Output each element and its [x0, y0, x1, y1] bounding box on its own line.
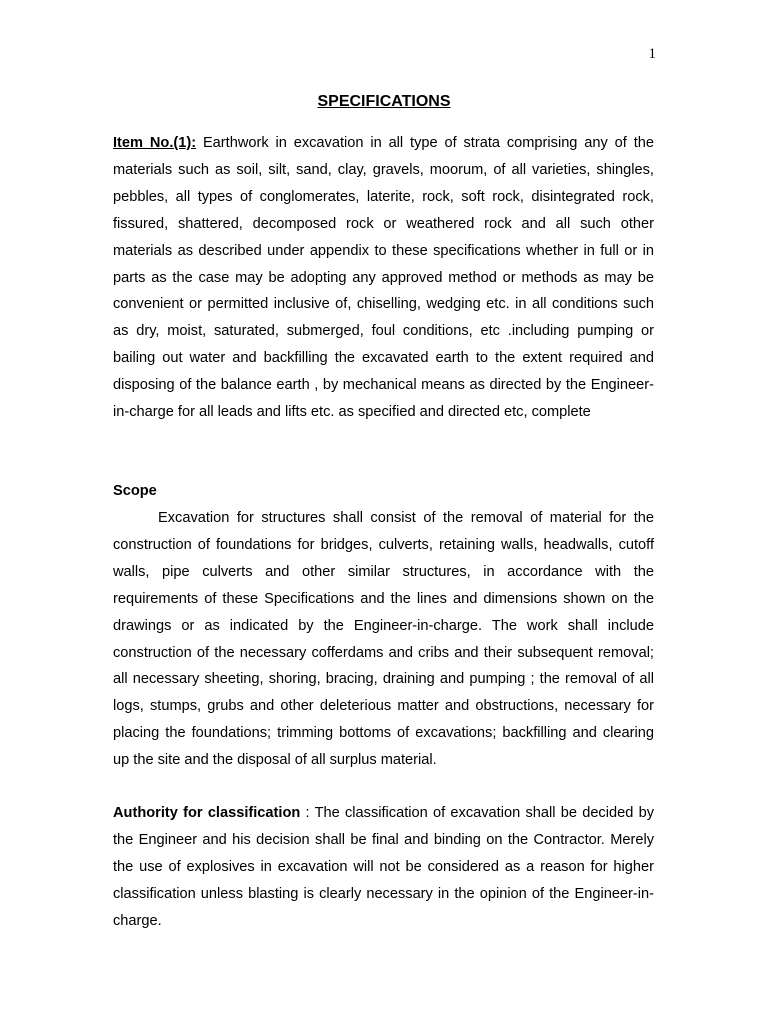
- authority-paragraph: [113, 800, 654, 935]
- item-text: Earthwork in excavation in all type of strata comprising any of the materials such as soil, silt, sand, clay, gravels, moorum, of all varieties, shingles, pebbles, all types of conglomerates, laterite, rock, soft rock, disintegrated rock, fissured, shattered, decomposed rock or weathered rock and all such other materials as described under appendix to these specifications whether in full or in parts as the case may be adopting any approved method or methods as may be convenient or permitted inclusive of, chiselling, wedging etc. in all conditions such as dry, moist, saturated, submerged, foul conditions, etc .including pumping or bailing out water and backfilling the excavated earth to the extent required and disposing of the balance earth , by mechanical means as directed by the Engineer-in-charge for all leads and lifts etc. as specified and directed etc, complete: [113, 135, 654, 421]
- page-number: 1: [648, 46, 656, 62]
- item-paragraph: [113, 130, 654, 426]
- scope-paragraph: Excavation for structures shall consist of the removal of material for the construction of foundations for bridges, culverts, retaining walls, headwalls, cutoff walls, pipe culverts and other similar structures, in accordance with the requirements of these Specifications and the lines and dimensions shown on the drawings or as indicated by the Engineer-in-charge. The work shall include construction of the necessary cofferdams and cribs and their subsequent removal; all necessary sheeting, shoring, bracing, draining and pumping ; the removal of all logs, stumps, grubs and other deleterious matter and obstructions, necessary for placing the foundations; trimming bottoms of excavations; backfilling and clearing up the site and the disposal of all surplus material.: [113, 510, 654, 769]
- document-title: SPECIFICATIONS: [317, 93, 451, 110]
- authority-text: : The classification of excavation shall be decided by the Engineer and his decision shall be final and binding on the Contractor. Merely the use of explosives in excavation will not be considered as a reason for higher classification unless blasting is clearly necessary in the opinion of the Engineer-in-charge.: [113, 805, 654, 929]
- item-label: Item No.(1):: [113, 135, 197, 151]
- scope-heading: Scope: [113, 483, 157, 499]
- authority-heading: Authority for classification: [113, 805, 301, 821]
